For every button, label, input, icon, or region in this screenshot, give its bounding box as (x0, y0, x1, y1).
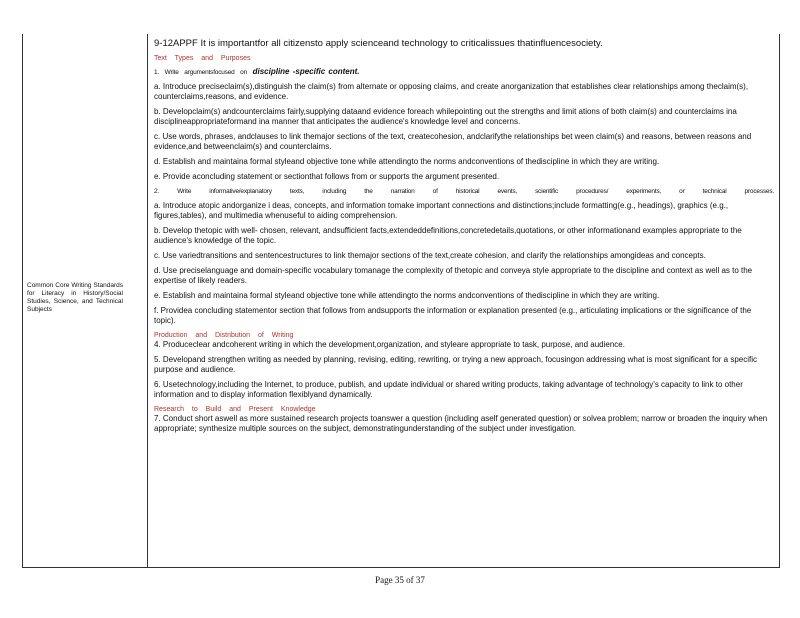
page-number: Page 35 of 37 (375, 575, 425, 585)
list-item: 4. Produceclear andcoherent writing in which the development,organization, and styleare appropriate to task, purpose, and audience. (154, 340, 625, 349)
list-item: a. Introduce preciseclaim(s),distinguish the claim(s) from alternate or opposing claims, and create anorganization that establishes clear relationships among theclaim(s), counterclaims,reasons, and evidence. (154, 82, 749, 101)
production-section (154, 331, 774, 350)
section-heading-text-types: Text Types and Purposes (154, 55, 251, 62)
list-item: 6. Usetechnology,including the Internet, to produce, publish, and update individual or shared writing products, taking advantage of technology's capacity to link to other information and to display information flexiblyand dynamically. (154, 380, 743, 399)
list-item: d. Establish and maintaina formal styleand objective tone while attendingto the norms andconventions of thediscipline in which they are writing. (154, 157, 660, 166)
list-item: b. Develop thetopic with well- chosen, relevant, andsufficient facts,extendeddefinitions,concretedetails,quotations, or other informationand examples appropriate to the audience's knowledge of the topic. (154, 226, 742, 245)
standard-1-prefix: 1. Write argumentsfocused on (154, 69, 247, 76)
list-item: 5. Developand strengthen writing as needed by planning, revising, editing, rewriting, or trying a new approach, focusingon addressing what is most significant for a specific purpose and audience. (154, 355, 758, 374)
standard-title: 9-12APPF It is importantfor all citizensto apply scienceand technology to criticalissues thatinfluencesociety. (154, 38, 603, 49)
standard-2: 2. Write informative/explanatory texts, including the narration of historical events, scientific procedures/ experiments, or technical processes. (154, 188, 774, 195)
research-section (154, 405, 774, 434)
list-item: f. Providea concluding statementor section that follows from andsupports the information or explanation presented (e.g., articulating implications or the significance of the topic). (154, 306, 752, 325)
section-heading-production: Production and Distribution of Writing (154, 332, 294, 339)
list-item: d. Use preciselanguage and domain-specific vocabulary tomanage the complexity of thetopic and conveya style appropriate to the discipline and context as well as to the expertise of likely readers. (154, 266, 753, 285)
standard-1-emphasis: discipline -specific content. (252, 67, 360, 76)
standards-table (22, 34, 780, 568)
list-item: 7. Conduct short aswell as more sustained research projects toanswer a question (including aself generated question) or solvea problem; narrow or broaden the inquiry when appropriate; synthesize multiple sources on the subject, demonstratingunderstanding of the subject under investigation. (154, 414, 768, 433)
section-heading-research: Research to Build and Present Knowledge (154, 406, 316, 413)
list-item: c. Use variedtransitions and sentencestructures to link themajor sections of the text,create cohesion, and clarify the relationships amongideas and concepts. (154, 251, 706, 260)
list-item: c. Use words, phrases, andclauses to link themajor sections of the text, createcohesion, andclarifythe relationships bet ween claim(s) and reasons, between reasons and evidence,and betweenclaim(s) and counterclaims. (154, 132, 752, 151)
column-divider (147, 34, 148, 567)
standards-category-cell: Common Core Writing Standards for Literacy in History/Social Studies, Science, and Technical Subjects (27, 282, 123, 313)
list-item: e. Establish and maintaina formal styleand objective tone while attendingto the norms andconventions of thediscipline in which they are writing. (154, 291, 660, 300)
standards-content-cell (154, 38, 774, 439)
list-item: e. Provide aconcluding statement or sectionthat follows from or supports the argument presented. (154, 172, 500, 181)
list-item: b. Developclaim(s) andcounterclaims fairly,supplying dataand evidence foreach whilepointing out the strengths and limit ations of both claim(s) and counterclaims ina disciplineappropriateformand ina manner that anticipates the audience's knowledge level and concerns. (154, 107, 737, 126)
list-item: a. Introduce atopic andorganize i deas, concepts, and information tomake important connections and distinctions;include formatting(e.g., headings), graphics (e.g., figures,tables), and multimedia whenuseful to aiding comprehension. (154, 201, 729, 220)
standard-1 (154, 67, 774, 77)
